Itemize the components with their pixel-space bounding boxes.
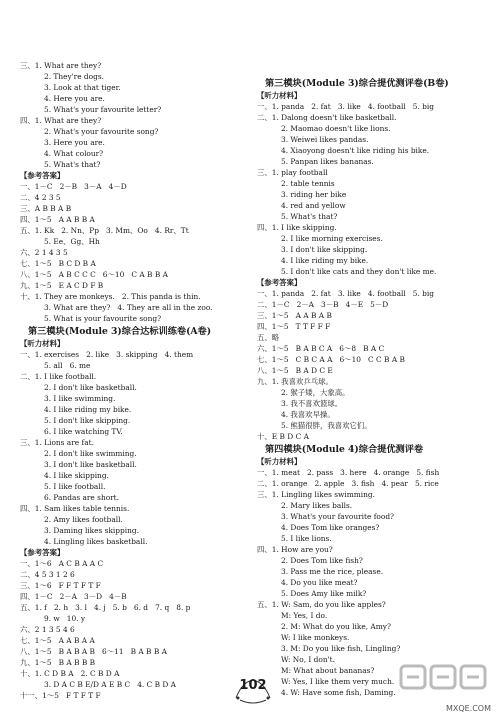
text-line: 七、1～5 B C D B A bbox=[20, 259, 96, 268]
text-line: W: No, I don't. bbox=[281, 655, 335, 664]
text-line: 十一、1～5 F T F T F bbox=[20, 691, 101, 700]
text-line: 三、1. Lingling likes swimming. bbox=[257, 490, 375, 499]
text-line: 三、A B B A B bbox=[20, 204, 72, 213]
text-line: 5. What's that? bbox=[281, 212, 338, 221]
text-line: 3. M: Do you like fish, Lingling? bbox=[281, 644, 401, 653]
text-line: 2. What's your favourite song? bbox=[44, 127, 159, 136]
text-line: 5. What's that? bbox=[44, 160, 101, 169]
text-line: 二、1. Dalong doesn't like basketball. bbox=[257, 113, 397, 122]
text-line: 2. M: What do you like, Amy? bbox=[281, 622, 391, 631]
text-line: 3. Weiwei likes pandas. bbox=[281, 135, 369, 144]
text-line: 二、1－C 2－A 3－B 4－E 5－D bbox=[257, 300, 389, 309]
text-line: 4. What colour? bbox=[44, 149, 104, 158]
text-line: 九、1. 我喜欢乒乓球。 bbox=[257, 377, 333, 386]
page-number bbox=[234, 676, 272, 704]
text-line: 四、1. I like skipping. bbox=[257, 223, 337, 232]
text-line: 5. I don't like skipping. bbox=[44, 416, 131, 425]
text-line: 六、2 1 3 5 4 6 bbox=[20, 625, 75, 634]
text-line: 2. Mary likes balls. bbox=[281, 501, 353, 510]
text-line: 3. I don't like skipping. bbox=[281, 245, 368, 254]
text-line: 4. 我喜欢早操。 bbox=[281, 410, 335, 419]
text-line: 5. What's your favourite letter? bbox=[44, 105, 162, 114]
text-line: 3. riding her bike bbox=[281, 190, 347, 199]
text-line: 一、1～6 A C B A A C bbox=[20, 559, 104, 568]
text-line: 三、1～5 A A B A B bbox=[257, 311, 332, 320]
text-line: 3. What's your favourite food? bbox=[281, 512, 395, 521]
text-line: 5. Does Amy like milk? bbox=[281, 589, 367, 598]
text-line: 4. I like riding my bike. bbox=[281, 256, 369, 265]
section-title: 第三模块(Module 3)综合提优测评卷(B卷) bbox=[265, 78, 449, 89]
text-line: 五、1. f 2. h 3. l 4. j 5. b 6. d 7. q 8. p bbox=[20, 603, 191, 612]
text-line: 十、E B D C A bbox=[257, 432, 309, 441]
text-line: 3. Look at that tiger. bbox=[44, 83, 121, 92]
text-line: 七、1～5 A A B A A bbox=[20, 636, 95, 645]
text-line: 五、1. Kk 2. Nn、Pp 3. Mm、Oo 4. Rr、Tt bbox=[20, 226, 189, 235]
text-line: 5. What is your favourite song? bbox=[44, 314, 162, 323]
text-line: 4. W: Have some fish, Daming. bbox=[281, 688, 396, 697]
text-line: 5. I don't like cats and they don't like me. bbox=[281, 267, 437, 276]
text-line: 五、略 bbox=[257, 333, 280, 342]
text-line: 四、1. What are they? bbox=[20, 116, 102, 125]
text-line: 一、1. panda 2. fat 3. like 4. football 5. big bbox=[257, 289, 434, 298]
text-line: 4. Lingling likes basketball. bbox=[44, 537, 148, 546]
text-line: 2. I like morning exercises. bbox=[281, 234, 383, 243]
text-line: 4. I like riding my bike. bbox=[44, 405, 132, 414]
text-line: 3. 我不喜欢篮球。 bbox=[281, 399, 343, 408]
page-number-text: 102 bbox=[239, 678, 267, 693]
text-line: W: Yes, I like them very much. bbox=[281, 677, 395, 686]
text-line: 一、1. exercises 2. like 3. skipping 4. them bbox=[20, 350, 194, 359]
text-line: 八、1～5 B A D C E bbox=[257, 366, 333, 375]
text-line: 3. What are they? 4. They are all in the zoo. bbox=[44, 303, 213, 312]
text-line: 四、1～5 T T F F F bbox=[257, 322, 331, 331]
text-line: 3. Here you are. bbox=[44, 138, 105, 147]
text-line: 3. D A C B E/D A E B C 4. C B D A bbox=[44, 680, 177, 689]
section-label: 【听力材料】 bbox=[257, 91, 302, 100]
watermark bbox=[395, 660, 495, 716]
right-column bbox=[257, 76, 487, 698]
text-line: 3. I don't like basketball. bbox=[44, 460, 137, 469]
text-line: 4. red and yellow bbox=[281, 201, 346, 210]
text-line: 七、1～5 C B C A A 6～10 C C B A B bbox=[257, 355, 405, 364]
text-line: 八、1～5 B A B A B 6～11 B A B B A bbox=[20, 647, 167, 656]
text-line: 4. Here you are. bbox=[44, 94, 105, 103]
text-line: W: I like monkeys. bbox=[281, 633, 350, 642]
text-line: 4. Does Tom like oranges? bbox=[281, 523, 380, 532]
text-line: 9. w 10. y bbox=[44, 614, 86, 623]
section-label: 【参考答案】 bbox=[20, 548, 65, 557]
text-line: M: Yes, I do. bbox=[281, 611, 328, 620]
text-line: 二、4 2 3 5 bbox=[20, 193, 61, 202]
text-line: 一、1. panda 2. fat 3. like 4. football 5. big bbox=[257, 102, 434, 111]
text-line: 一、1－C 2－B 3－A 4－D bbox=[20, 182, 127, 191]
text-line: 九、1～5 E A C D F B bbox=[20, 281, 104, 290]
text-line: 2. Does Tom like fish? bbox=[281, 556, 363, 565]
text-line: 5. all 6. me bbox=[44, 361, 91, 370]
text-line: 5. Ee、Gg、Hh bbox=[44, 237, 100, 246]
text-line: 6. I like watching TV. bbox=[44, 427, 123, 436]
text-line: 三、1. play football bbox=[257, 168, 328, 177]
text-line: 2. table tennis bbox=[281, 179, 335, 188]
text-line: 十、1. C D B A 2. C B D A bbox=[20, 669, 120, 678]
text-line: 三、1. What are they? bbox=[20, 61, 102, 70]
section-label: 【参考答案】 bbox=[20, 171, 65, 180]
text-line: 三、1～6 F F T F T F bbox=[20, 581, 101, 590]
text-line: 二、1. I like football. bbox=[20, 372, 97, 381]
section-label: 【听力材料】 bbox=[20, 339, 65, 348]
text-line: 六、1～5 B A B C A 6～8 B A C bbox=[257, 344, 385, 353]
text-line: 九、1～5 B A B B B bbox=[20, 658, 96, 667]
section-label: 【参考答案】 bbox=[257, 278, 302, 287]
text-line: 3. Daming likes skipping. bbox=[44, 526, 139, 535]
text-line: 二、4 5 3 1 2 6 bbox=[20, 570, 75, 579]
text-line: 5. I like lions. bbox=[281, 534, 332, 543]
left-column bbox=[20, 60, 250, 701]
text-line: 5. 熊猫很胖，我喜欢它们。 bbox=[281, 421, 372, 430]
text-line: 4. Do you like meat? bbox=[281, 578, 358, 587]
text-line: 2. I don't like basketball. bbox=[44, 383, 137, 392]
section-title: 第三模块(Module 3)综合达标训练卷(A卷) bbox=[28, 326, 212, 337]
text-line: 二、1. orange 2. apple 3. fish 4. pear 5. rice bbox=[257, 479, 439, 488]
text-line: 5. Panpan likes bananas. bbox=[281, 157, 374, 166]
text-line: 四、1－C 2－A 3－D 4－B bbox=[20, 592, 127, 601]
text-line: 四、1. How are you? bbox=[257, 545, 333, 554]
text-line: 3. I like swimming. bbox=[44, 394, 116, 403]
text-line: 八、1～5 A B C C C 6～10 C A B B A bbox=[20, 270, 168, 279]
section-title: 第四模块(Module 4)综合提优测评卷 bbox=[265, 444, 424, 455]
text-line: 六、2 1 4 3 5 bbox=[20, 248, 68, 257]
text-line: 3. Pass me the rice, please. bbox=[281, 567, 384, 576]
text-line: M: What about bananas? bbox=[281, 666, 375, 675]
text-line: 4. I like skipping. bbox=[44, 471, 109, 480]
text-line: 四、1～5 A A B B A bbox=[20, 215, 95, 224]
text-line: 6. Pandas are short. bbox=[44, 493, 120, 502]
text-line: 2. Maomao doesn't like lions. bbox=[281, 124, 391, 133]
text-line: 四、1. Sam likes table tennis. bbox=[20, 504, 130, 513]
text-line: 2. Amy likes football. bbox=[44, 515, 123, 524]
text-line: 4. Xiaoyong doesn't like riding his bike. bbox=[281, 146, 430, 155]
watermark-text: MXQE.COM bbox=[445, 704, 491, 713]
text-line: 2. 猴子矮，大象高。 bbox=[281, 388, 350, 397]
text-line: 5. I like football. bbox=[44, 482, 106, 491]
text-line: 一、1. meat 2. pass 3. here 4. orange 5. fish bbox=[257, 468, 440, 477]
section-label: 【听力材料】 bbox=[257, 457, 302, 466]
text-line: 十、1. They are monkeys. 2. This panda is thin. bbox=[20, 292, 201, 301]
text-line: 五、1. W: Sam, do you like apples? bbox=[257, 600, 386, 609]
text-line: 三、1. Lions are fat. bbox=[20, 438, 94, 447]
text-line: 2. I don't like swimming. bbox=[44, 449, 137, 458]
text-line: 2. They're dogs. bbox=[44, 72, 104, 81]
